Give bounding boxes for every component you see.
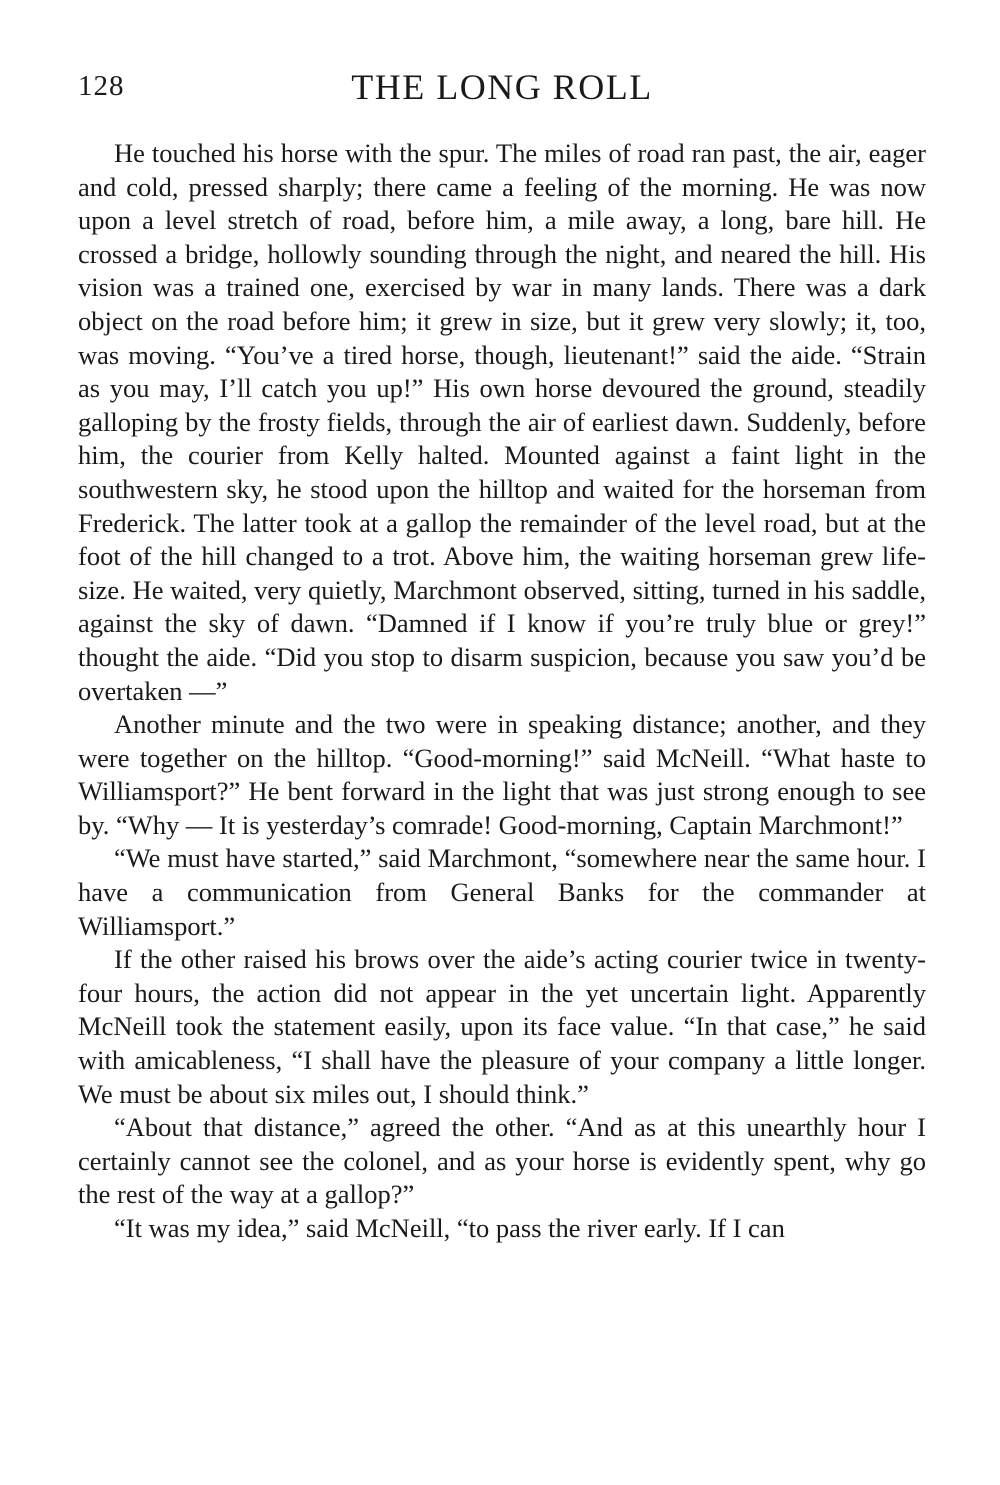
paragraph: “It was my idea,” said McNeill, “to pass the river early. If I can [114, 1213, 785, 1243]
paragraph: “We must have started,” said Marchmont, “somewhere near the same hour. I have a communication from General Banks for the commander at Williamsport.” [78, 843, 926, 941]
paragraph: “About that distance,” agreed the other. “And as at this unearthly hour I certainly cannot see the colonel, and as your horse is evidently spent, why go the rest of the way at a gallop?” [78, 1112, 926, 1210]
running-head [78, 66, 926, 114]
page-number: 128 [78, 70, 125, 102]
paragraph: If the other raised his brows over the aide’s acting courier twice in twenty-four hours, the action did not appear in the yet uncertain light. Apparently McNeill took the statement easily, upon its face value. “In that case,” he said with amicableness, “I shall have the pleasure of your company a little longer. We must be about six miles out, I should think.” [78, 944, 926, 1109]
body-text [78, 137, 926, 1246]
running-title: THE LONG ROLL [351, 67, 653, 107]
paragraph: Another minute and the two were in speaking distance; another, and they were together on the hilltop. “Good-morning!” said McNeill. “What haste to Williamsport?” He bent forward in the light that was just strong enough to see by. “Why — It is yesterday’s comrade! Good-morning, Captain Marchmont!” [78, 709, 926, 840]
paragraph: He touched his horse with the spur. The miles of road ran past, the air, eager and cold, pressed sharply; there came a feeling of the morning. He was now upon a level stretch of road, before him, a mile away, a long, bare hill. He crossed a bridge, hollowly sounding through the night, and neared the hill. His vision was a trained one, exercised by war in many lands. There was a dark object on the road before him; it grew in size, but it grew very slowly; it, too, was moving. “You’ve a tired horse, though, lieutenant!” said the aide. “Strain as you may, I’ll catch you up!” His own horse devoured the ground, steadily galloping by the frosty fields, through the air of earliest dawn. Suddenly, before him, the courier from Kelly halted. Mounted against a faint light in the southwestern sky, he stood upon the hilltop and waited for the horseman from Frederick. The latter took at a gallop the remainder of the level road, but at the foot of the hill changed to a trot. Above him, the waiting horseman grew life-size. He waited, very quietly, Marchmont observed, sitting, turned in his saddle, against the sky of dawn. “Damned if I know if you’re truly blue or grey!” thought the aide. “Did you stop to disarm suspicion, because you saw you’d be overtaken —” [78, 138, 926, 706]
